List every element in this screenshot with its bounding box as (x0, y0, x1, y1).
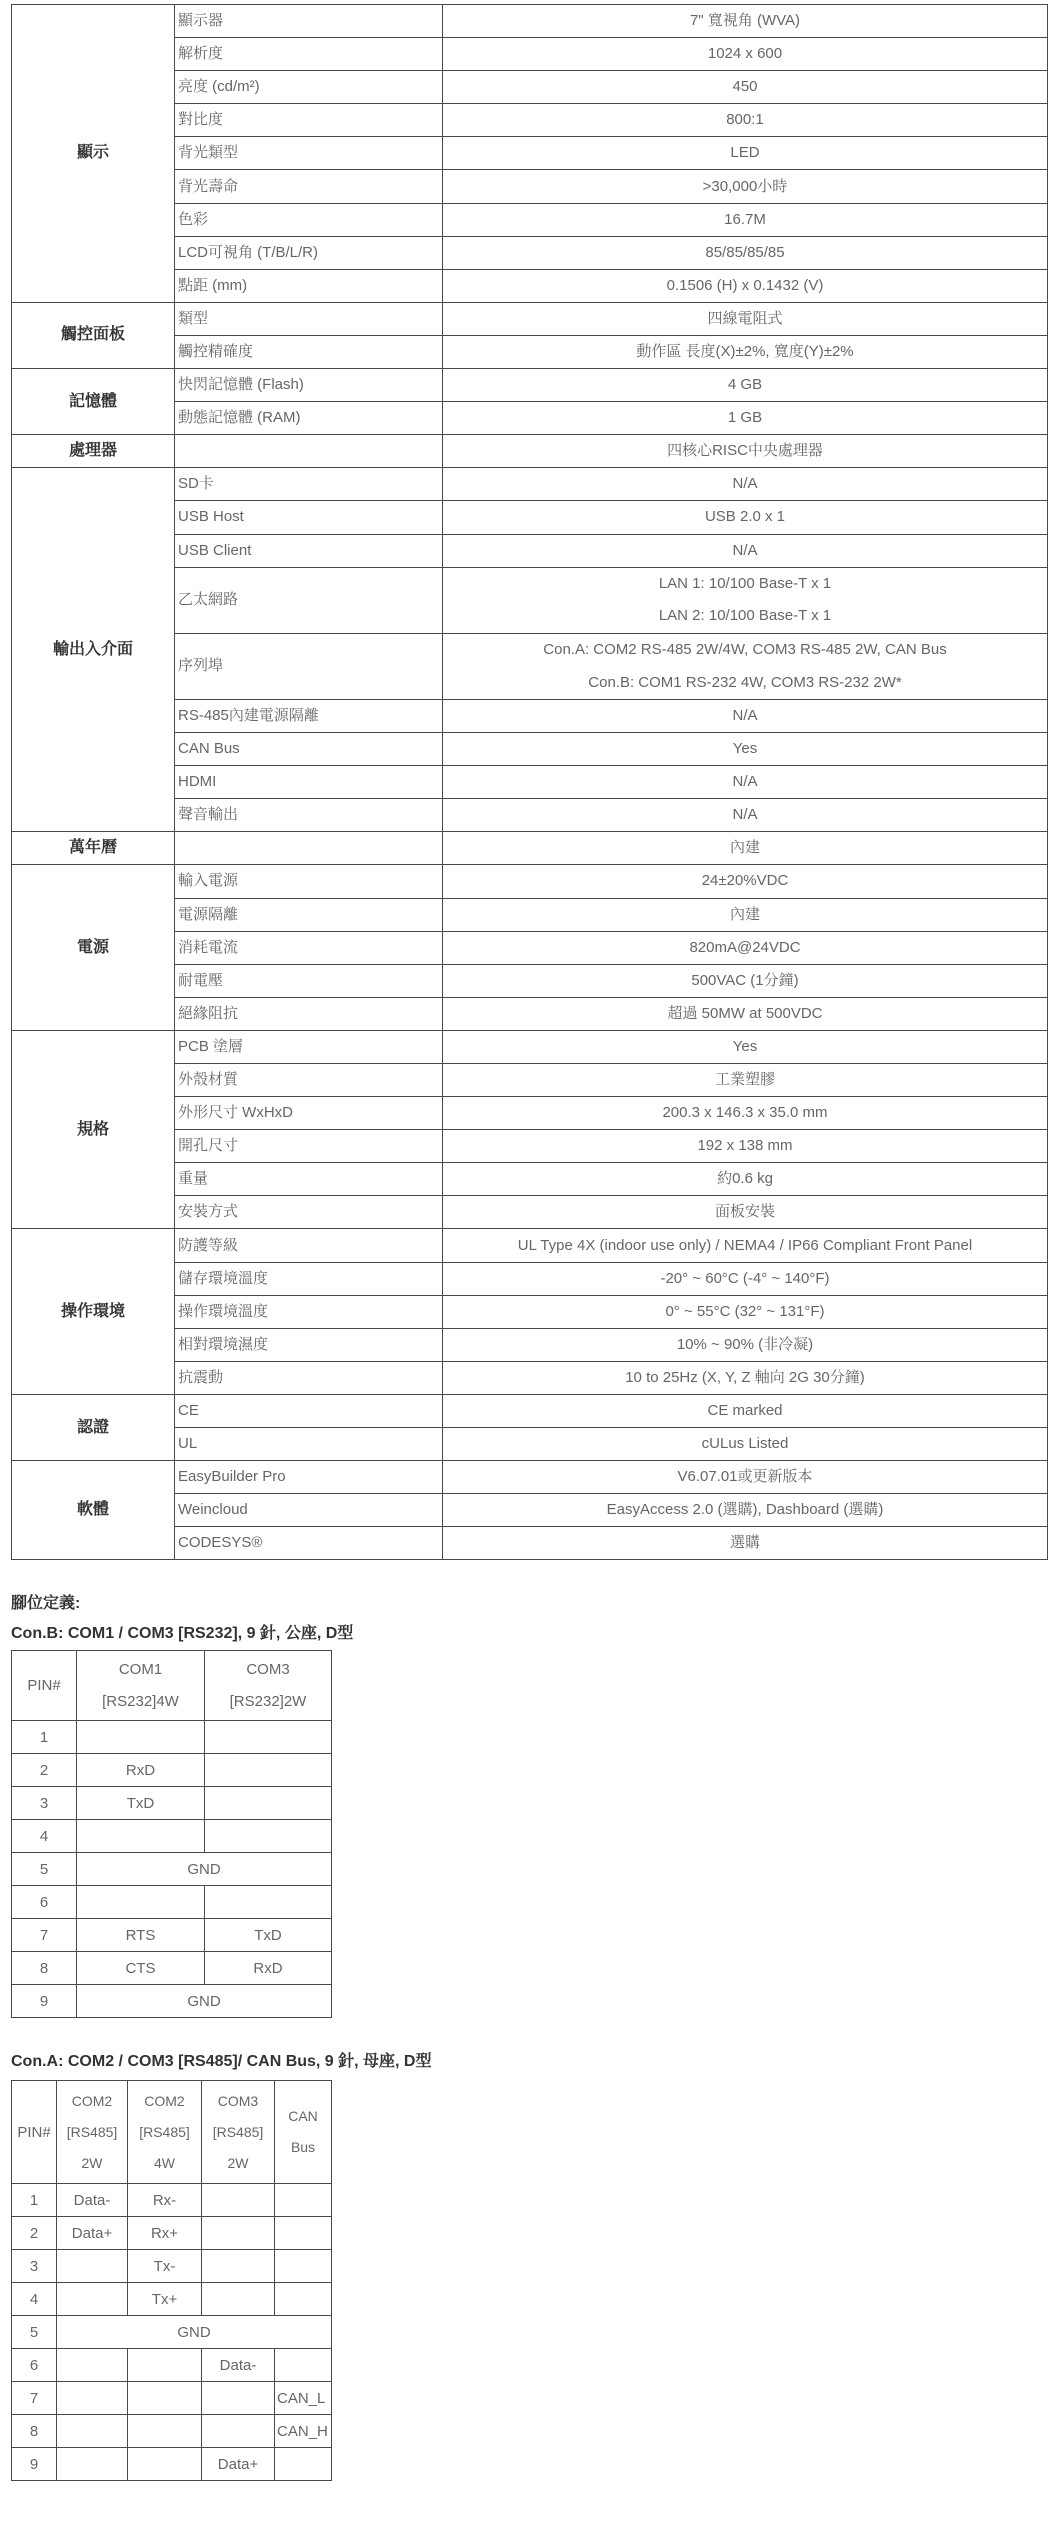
pin-signal-c2: Rx- (128, 2184, 202, 2217)
spec-item-label: HDMI (175, 766, 443, 799)
pin-number: 4 (12, 2283, 57, 2316)
spec-item-value: 0° ~ 55°C (32° ~ 131°F) (443, 1295, 1048, 1328)
pin-signal-com1: RTS (77, 1919, 205, 1952)
pin-signal-c4 (275, 2448, 332, 2481)
pin-row (12, 2283, 332, 2316)
pin-signal-c2 (128, 2382, 202, 2415)
spec-item-label: 開孔尺寸 (175, 1130, 443, 1163)
pin-signal-com3 (205, 1721, 332, 1754)
spec-item-value: LED (443, 137, 1048, 170)
pin-signal-c4: CAN_L (275, 2382, 332, 2415)
spec-row (12, 369, 1048, 402)
pin-number: 5 (12, 1853, 77, 1886)
com1-header-line2: [RS232]4W (102, 1692, 179, 1710)
pin-signal-com3 (205, 1754, 332, 1787)
pin-signal-c4 (275, 2250, 332, 2283)
pin-signal-c4 (275, 2217, 332, 2250)
pin-signal-c1: Data+ (57, 2217, 128, 2250)
spec-item-value: 4 GB (443, 369, 1048, 402)
com3-header (205, 1651, 332, 1721)
pin-signal-merged: GND (77, 1853, 332, 1886)
spec-item-label: 類型 (175, 302, 443, 335)
spec-table (11, 4, 1048, 1560)
spec-item-label: 儲存環境溫度 (175, 1262, 443, 1295)
pin-signal-c3 (202, 2217, 275, 2250)
spec-item-value: 內建 (443, 832, 1048, 865)
pin-signal-com1: CTS (77, 1952, 205, 1985)
pin-signal-com1 (77, 1886, 205, 1919)
pin-row (12, 1787, 332, 1820)
spec-category: 萬年曆 (12, 832, 175, 865)
com1-header-line1: COM1 (118, 1660, 163, 1678)
spec-category: 顯示 (12, 5, 175, 303)
header-line: 2W (227, 2154, 249, 2171)
pin-number: 6 (12, 1886, 77, 1919)
spec-row (12, 5, 1048, 38)
spec-item-label: 消耗電流 (175, 931, 443, 964)
pin-signal-c4 (275, 2349, 332, 2382)
spec-item-value: -20° ~ 60°C (-4° ~ 140°F) (443, 1262, 1048, 1295)
pin-signal-com3 (205, 1886, 332, 1919)
spec-item-value: cULus Listed (443, 1428, 1048, 1461)
spec-category: 記憶體 (12, 369, 175, 435)
pin-header: PIN# (12, 2081, 57, 2184)
spec-item-value: 450 (443, 71, 1048, 104)
header-line: [RS485] (139, 2123, 190, 2140)
pin-signal-com1: TxD (77, 1787, 205, 1820)
spec-item-value: 1024 x 600 (443, 38, 1048, 71)
com3-header-line2: [RS232]2W (229, 1692, 307, 1710)
spec-item-label: 解析度 (175, 38, 443, 71)
pin-row (12, 2250, 332, 2283)
pin-number: 6 (12, 2349, 57, 2382)
pin-signal-c1: Data- (57, 2184, 128, 2217)
pin-signal-merged: GND (77, 1985, 332, 2018)
pin-signal-c1 (57, 2382, 128, 2415)
spec-item-label: 操作環境溫度 (175, 1295, 443, 1328)
spec-row (12, 1229, 1048, 1262)
pin-signal-com3 (205, 1820, 332, 1853)
spec-item-label: 電源隔離 (175, 898, 443, 931)
com3-header-line1: COM3 (246, 1660, 290, 1678)
spec-item-value: 內建 (443, 898, 1048, 931)
spec-item-label (175, 435, 443, 468)
spec-category: 處理器 (12, 435, 175, 468)
spec-row (12, 832, 1048, 865)
spec-item-label: SD卡 (175, 468, 443, 501)
pin-header: PIN# (12, 1651, 77, 1721)
spec-item-label: 外形尺寸 WxHxD (175, 1097, 443, 1130)
spec-item-value: 約0.6 kg (443, 1163, 1048, 1196)
con-b-header-row (12, 1651, 332, 1721)
spec-item-value: 0.1506 (H) x 0.1432 (V) (443, 269, 1048, 302)
spec-item-value: 7" 寬視角 (WVA) (443, 5, 1048, 38)
spec-item-label: 亮度 (cd/m²) (175, 71, 443, 104)
spec-item-value: 24±20%VDC (443, 865, 1048, 898)
spec-item-label: 聲音輸出 (175, 799, 443, 832)
pin-row (12, 2415, 332, 2448)
pin-signal-com3 (205, 1787, 332, 1820)
spec-item-value: 820mA@24VDC (443, 931, 1048, 964)
pin-signal-c1 (57, 2250, 128, 2283)
spec-category: 規格 (12, 1030, 175, 1229)
con-a-title: Con.A: COM2 / COM3 [RS485]/ CAN Bus, 9 針, 母座, D型 (11, 2053, 432, 2070)
spec-item-label: 輸入電源 (175, 865, 443, 898)
con-a-pin-table (11, 2080, 332, 2481)
spec-item-label: 抗震動 (175, 1361, 443, 1394)
pin-signal-c1 (57, 2415, 128, 2448)
spec-item-value: 16.7M (443, 203, 1048, 236)
spec-item-value: 10 to 25Hz (X, Y, Z 軸向 2G 30分鐘) (443, 1361, 1048, 1394)
spec-item-value: N/A (443, 799, 1048, 832)
pin-number: 5 (12, 2316, 57, 2349)
spec-row (12, 435, 1048, 468)
pin-signal-c1 (57, 2448, 128, 2481)
spec-item-value: 200.3 x 146.3 x 35.0 mm (443, 1097, 1048, 1130)
spec-item-value: 動作區 長度(X)±2%, 寬度(Y)±2% (443, 335, 1048, 368)
pin-row (12, 1952, 332, 1985)
header-line: COM2 (144, 2092, 185, 2109)
spec-item-label: 乙太網路 (175, 567, 443, 633)
header-line: Bus (290, 2139, 316, 2155)
spec-item-label: 顯示器 (175, 5, 443, 38)
spec-item-value: CE marked (443, 1394, 1048, 1427)
pin-row (12, 2349, 332, 2382)
pin-signal-c3 (202, 2382, 275, 2415)
spec-item-label: PCB 塗層 (175, 1030, 443, 1063)
pin-signal-c2 (128, 2448, 202, 2481)
spec-item-value: 四核心RISC中央處理器 (443, 435, 1048, 468)
pin-row (12, 2316, 332, 2349)
pin-signal-c4: CAN_H (275, 2415, 332, 2448)
pin-signal-merged: GND (57, 2316, 332, 2349)
spec-item-label: 重量 (175, 1163, 443, 1196)
spec-item-label: 點距 (mm) (175, 269, 443, 302)
spec-item-value: Con.A: COM2 RS-485 2W/4W, COM3 RS-485 2W, CAN Bus (443, 633, 1048, 666)
pin-number: 8 (12, 2415, 57, 2448)
spec-item-value: N/A (443, 468, 1048, 501)
spec-row (12, 468, 1048, 501)
pin-number: 9 (12, 2448, 57, 2481)
pin-row (12, 1754, 332, 1787)
pin-number: 8 (12, 1952, 77, 1985)
pin-signal-c2: Tx- (128, 2250, 202, 2283)
pin-number: 3 (12, 2250, 57, 2283)
spec-item-value: LAN 2: 10/100 Base-T x 1 (443, 600, 1048, 633)
com2-4w-header (128, 2081, 202, 2184)
spec-item-label: RS-485內建電源隔離 (175, 699, 443, 732)
pin-signal-c3 (202, 2415, 275, 2448)
pin-row (12, 1820, 332, 1853)
spec-category: 操作環境 (12, 1229, 175, 1394)
pin-signal-c4 (275, 2283, 332, 2316)
pin-signal-com1 (77, 1721, 205, 1754)
com2-2w-header (57, 2081, 128, 2184)
spec-item-label: EasyBuilder Pro (175, 1461, 443, 1494)
spec-item-value: Yes (443, 1030, 1048, 1063)
pin-signal-com1: RxD (77, 1754, 205, 1787)
spec-item-value: V6.07.01或更新版本 (443, 1461, 1048, 1494)
spec-item-value: Con.B: COM1 RS-232 4W, COM3 RS-232 2W* (443, 666, 1048, 699)
spec-row (12, 1030, 1048, 1063)
pin-signal-com3: TxD (205, 1919, 332, 1952)
pin-signal-c3: Data+ (202, 2448, 275, 2481)
header-line: 4W (154, 2154, 175, 2171)
spec-item-value: N/A (443, 699, 1048, 732)
spec-item-value: 192 x 138 mm (443, 1130, 1048, 1163)
spec-item-label: 背光壽命 (175, 170, 443, 203)
spec-item-label: 絕緣阻抗 (175, 997, 443, 1030)
spec-item-label: 背光類型 (175, 137, 443, 170)
pin-signal-c2 (128, 2349, 202, 2382)
pin-number: 3 (12, 1787, 77, 1820)
pin-number: 7 (12, 2382, 57, 2415)
pin-signal-c4 (275, 2184, 332, 2217)
spec-item-label: UL (175, 1428, 443, 1461)
pin-number: 2 (12, 2217, 57, 2250)
header-line: COM3 (217, 2092, 259, 2109)
pin-number: 9 (12, 1985, 77, 2018)
pin-number: 7 (12, 1919, 77, 1952)
spec-item-value: 面板安裝 (443, 1196, 1048, 1229)
pin-number: 4 (12, 1820, 77, 1853)
spec-category: 觸控面板 (12, 302, 175, 368)
spec-item-value: 800:1 (443, 104, 1048, 137)
pin-row (12, 2217, 332, 2250)
spec-item-value: 1 GB (443, 402, 1048, 435)
pin-signal-com1 (77, 1820, 205, 1853)
spec-item-value: 選購 (443, 1527, 1048, 1560)
spec-item-value: 85/85/85/85 (443, 236, 1048, 269)
spec-item-value: Yes (443, 733, 1048, 766)
pin-signal-c3 (202, 2250, 275, 2283)
spec-item-label: CAN Bus (175, 733, 443, 766)
pin-signal-c3 (202, 2184, 275, 2217)
spec-item-label: CODESYS® (175, 1527, 443, 1560)
spec-row (12, 1394, 1048, 1427)
spec-item-value: 10% ~ 90% (非冷凝) (443, 1328, 1048, 1361)
spec-item-label: 對比度 (175, 104, 443, 137)
header-line: [RS485] (212, 2123, 264, 2140)
header-line: 2W (81, 2154, 103, 2171)
spec-item-value: UL Type 4X (indoor use only) / NEMA4 / IP66 Compliant Front Panel (443, 1229, 1048, 1262)
spec-row (12, 302, 1048, 335)
spec-item-value: >30,000小時 (443, 170, 1048, 203)
spec-item-label: 相對環境濕度 (175, 1328, 443, 1361)
con-a-header-row (12, 2081, 332, 2184)
spec-item-value: 超過 50MW at 500VDC (443, 997, 1048, 1030)
can-bus-header (275, 2081, 332, 2184)
spec-item-label: 安裝方式 (175, 1196, 443, 1229)
spec-item-value: 工業塑膠 (443, 1064, 1048, 1097)
spec-item-value: N/A (443, 534, 1048, 567)
header-line: CAN (288, 2108, 318, 2124)
pin-row (12, 1853, 332, 1886)
spec-category: 軟體 (12, 1461, 175, 1560)
spec-item-label: 外殼材質 (175, 1064, 443, 1097)
spec-item-label: USB Host (175, 501, 443, 534)
pin-row (12, 1985, 332, 2018)
spec-item-value: LAN 1: 10/100 Base-T x 1 (443, 567, 1048, 600)
pin-row (12, 2382, 332, 2415)
pin-definition-title: 腳位定義: (11, 1595, 81, 1612)
pin-row (12, 1919, 332, 1952)
spec-row (12, 1461, 1048, 1494)
pin-signal-com3: RxD (205, 1952, 332, 1985)
spec-item-label: 色彩 (175, 203, 443, 236)
pin-signal-c3 (202, 2283, 275, 2316)
spec-item-label: LCD可視角 (T/B/L/R) (175, 236, 443, 269)
spec-category: 電源 (12, 865, 175, 1030)
spec-item-label: 觸控精確度 (175, 335, 443, 368)
spec-item-value: USB 2.0 x 1 (443, 501, 1048, 534)
pin-signal-c1 (57, 2283, 128, 2316)
com3-2w-header (202, 2081, 275, 2184)
pin-signal-c3: Data- (202, 2349, 275, 2382)
spec-item-label: 快閃記憶體 (Flash) (175, 369, 443, 402)
pin-signal-c1 (57, 2349, 128, 2382)
spec-item-label: Weincloud (175, 1494, 443, 1527)
pin-row (12, 1886, 332, 1919)
spec-item-value: EasyAccess 2.0 (選購), Dashboard (選購) (443, 1494, 1048, 1527)
spec-item-label: 動態記憶體 (RAM) (175, 402, 443, 435)
spec-item-label: USB Client (175, 534, 443, 567)
spec-category: 輸出入介面 (12, 468, 175, 832)
pin-signal-c2: Tx+ (128, 2283, 202, 2316)
pin-row (12, 2184, 332, 2217)
spec-category: 認證 (12, 1394, 175, 1460)
con-b-pin-table (11, 1650, 332, 2018)
spec-item-label (175, 832, 443, 865)
pin-number: 1 (12, 2184, 57, 2217)
spec-item-value: 四線電阻式 (443, 302, 1048, 335)
header-line: COM2 (71, 2092, 113, 2109)
spec-item-value: 500VAC (1分鐘) (443, 964, 1048, 997)
pin-number: 1 (12, 1721, 77, 1754)
spec-item-label: 耐電壓 (175, 964, 443, 997)
spec-item-label: CE (175, 1394, 443, 1427)
com1-header (77, 1651, 205, 1721)
spec-item-label: 防護等級 (175, 1229, 443, 1262)
con-b-title: Con.B: COM1 / COM3 [RS232], 9 針, 公座, D型 (11, 1625, 354, 1642)
spec-item-label: 序列埠 (175, 633, 443, 699)
pin-number: 2 (12, 1754, 77, 1787)
spec-item-value: N/A (443, 766, 1048, 799)
pin-row (12, 2448, 332, 2481)
pin-signal-c2 (128, 2415, 202, 2448)
header-line: [RS485] (66, 2123, 118, 2140)
pin-row (12, 1721, 332, 1754)
spec-row (12, 865, 1048, 898)
pin-signal-c2: Rx+ (128, 2217, 202, 2250)
